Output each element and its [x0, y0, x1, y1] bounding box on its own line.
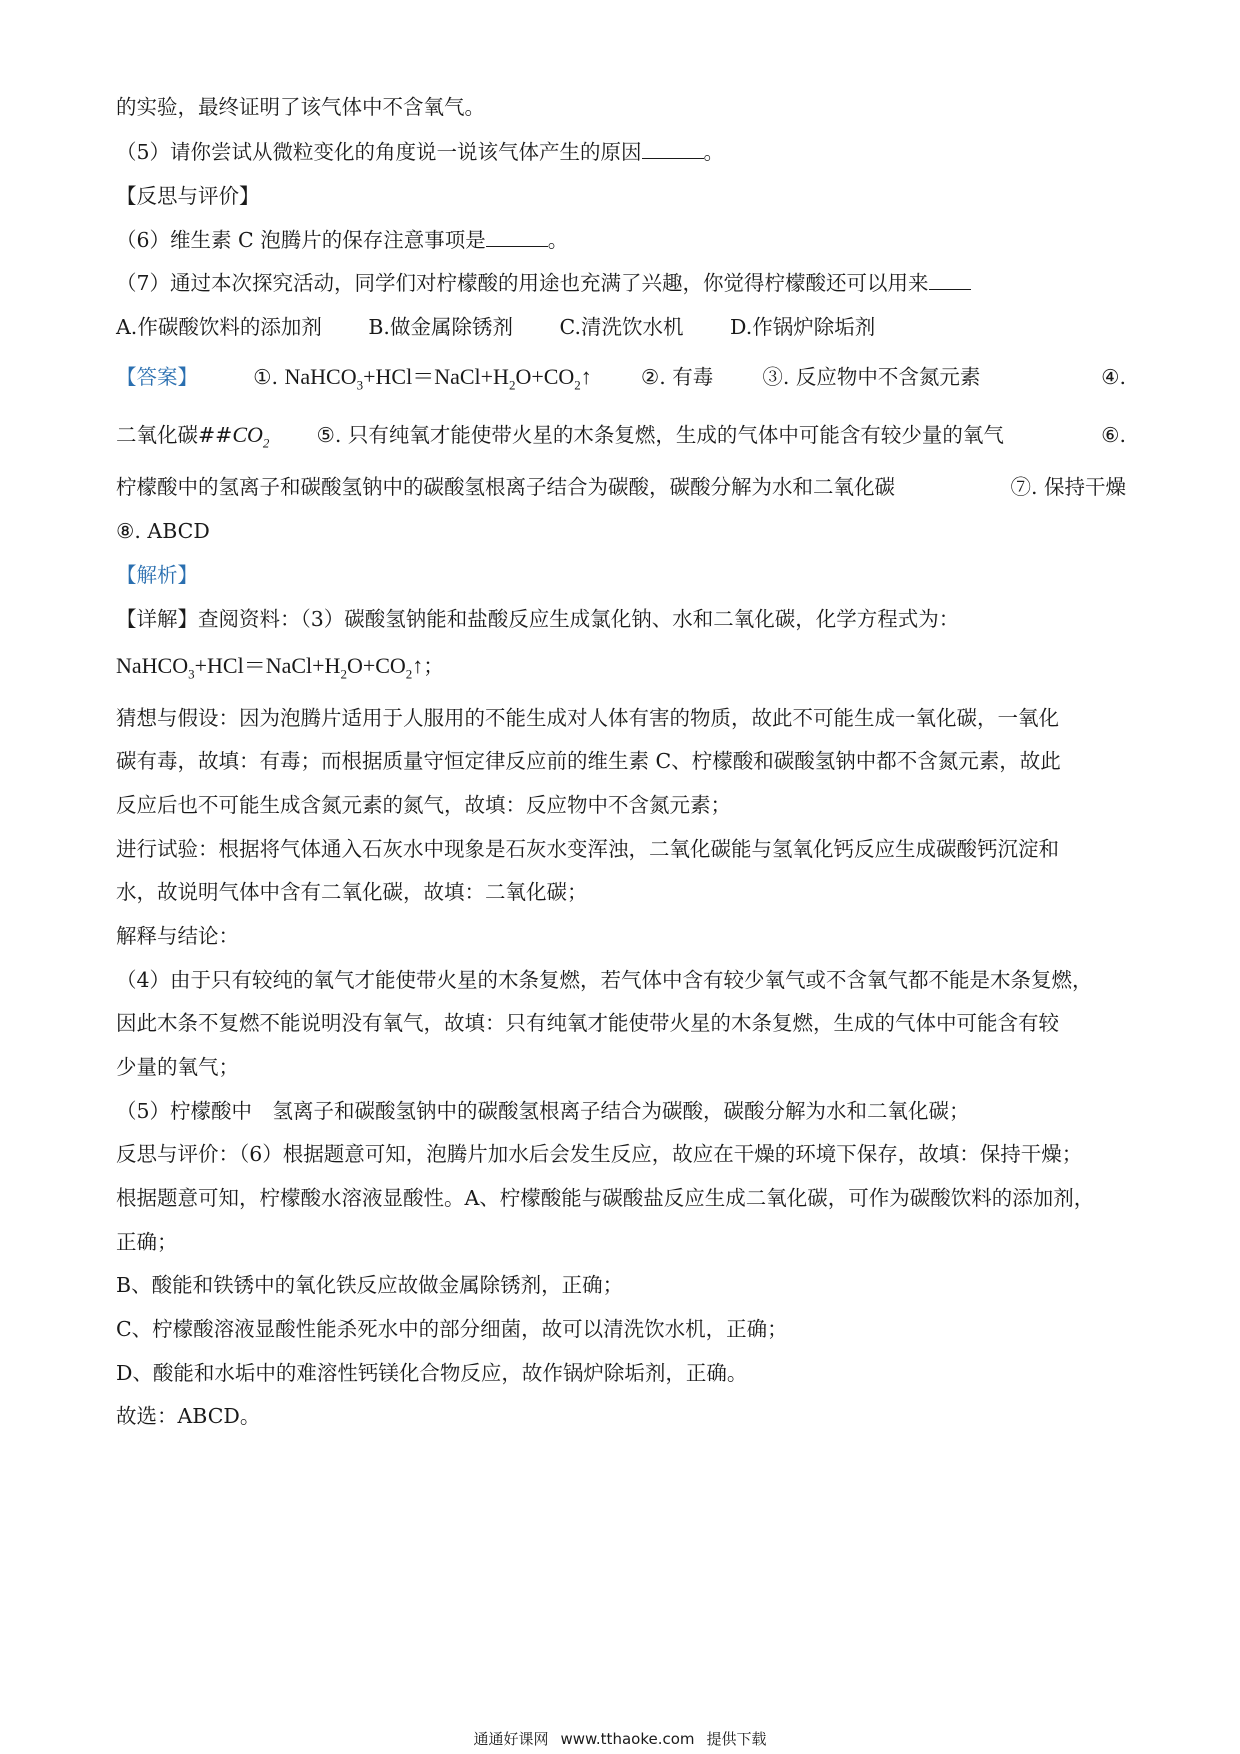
- detail-line: B、酸能和铁锈中的氧化铁反应故做金属除锈剂，正确；: [116, 1273, 624, 1297]
- detail-line: 进行试验：根据将气体通入石灰水中现象是石灰水变浑浊，二氧化碳能与氢氧化钙反应生成碳酸钙沉淀和: [116, 837, 1059, 861]
- answer-8: ⑧. ABCD: [116, 519, 210, 543]
- option-d: D.作锅炉除垢剂: [730, 315, 876, 339]
- detail-line: C、柠檬酸溶液显酸性能杀死水中的部分细菌，故可以清洗饮水机，正确；: [116, 1317, 788, 1341]
- footer-url[interactable]: www.tthaoke.com: [560, 1730, 695, 1748]
- answer-6-text: 柠檬酸中的氢离子和碳酸氢钠中的碳酸氢根离子结合为碳酸，碳酸分解为水和二氧化碳: [116, 475, 895, 499]
- answer-2: ②. 有毒: [640, 365, 714, 389]
- detail-line: （4）由于只有较纯的氧气才能使带火星的木条复燃，若气体中含有较少氧气或不含氧气都不能是木条复燃，: [116, 968, 1093, 992]
- answer-4-num: ④.: [1101, 365, 1126, 389]
- option-b: B.做金属除锈剂: [368, 315, 513, 339]
- answer-3: ③. 反应物中不含氮元素: [762, 365, 981, 389]
- section-heading-reflection: 【反思与评价】: [116, 184, 260, 208]
- option-c: C.清洗饮水机: [559, 315, 684, 339]
- question-5-end: 。: [703, 140, 725, 164]
- question-7-options: [116, 312, 915, 342]
- detail-line: 猜想与假设：因为泡腾片适用于人服用的不能生成对人体有害的物质，故此不可能生成一氧化碳，一氧化: [116, 706, 1059, 730]
- text-line: 的实验，最终证明了该气体中不含氧气。: [116, 95, 485, 119]
- footer-site-name: 通通好课网: [473, 1730, 549, 1748]
- page-footer: [0, 1728, 1240, 1749]
- question-6-end: 。: [547, 228, 569, 252]
- answer-7: ⑦. 保持干燥: [1010, 475, 1126, 499]
- answer-line-2: [116, 420, 1126, 458]
- answer-blank: [642, 140, 704, 159]
- question-5: [116, 137, 724, 167]
- detail-equation-line: $NaHCO_3+HCl=NaCl+H_2O+CO_2↑$；: [116, 653, 444, 682]
- analysis-label: 【解析】: [116, 563, 198, 587]
- answer-5: ⑤. 只有纯氧才能使带火星的木条复燃，生成的气体中可能含有较少量的氧气: [316, 423, 1004, 447]
- question-7: [116, 268, 971, 298]
- question-6-text: （6）维生素 C 泡腾片的保存注意事项是: [116, 228, 486, 252]
- detail-line: 正确；: [116, 1230, 178, 1254]
- chemical-equation: $NaHCO_3+HCl=NaCl+H_2O+CO_2↑$: [116, 653, 424, 682]
- answer-line-1: [116, 362, 1126, 400]
- detail-line: 少量的氧气；: [116, 1055, 239, 1079]
- answer-blank: [486, 228, 548, 247]
- answer-4-formula: $CO_2$: [232, 422, 270, 451]
- detail-line: D、酸能和水垢中的难溶性钙镁化合物反应，故作锅炉除垢剂，正确。: [116, 1361, 748, 1385]
- detail-line: 反应后也不可能生成含氮元素的氮气，故填：反应物中不含氮元素；: [116, 793, 731, 817]
- gas-arrow-icon: ↑: [412, 653, 424, 678]
- detail-line: 反思与评价：（6）根据题意可知，泡腾片加水后会发生反应，故应在干燥的环境下保存，故填：保持干燥；: [116, 1142, 1083, 1166]
- question-6: [116, 225, 568, 255]
- detail-line: 因此木条不复燃不能说明没有氧气，故填：只有纯氧才能使带火星的木条复燃，生成的气体中可能含有较: [116, 1011, 1059, 1035]
- answer-1-num: ①.: [253, 365, 278, 389]
- detail-line: 水，故说明气体中含有二氧化碳，故填：二氧化碳；: [116, 880, 588, 904]
- question-5-text: （5）请你尝试从微粒变化的角度说一说该气体产生的原因: [116, 140, 642, 164]
- question-7-text: （7）通过本次探究活动，同学们对柠檬酸的用途也充满了兴趣，你觉得柠檬酸还可以用来: [116, 271, 929, 295]
- answer-label: 【答案】: [116, 365, 198, 389]
- detail-line: 碳有毒，故填：有毒；而根据质量守恒定律反应前的维生素 C、柠檬酸和碳酸氢钠中都不含氮元素，故此: [116, 749, 1061, 773]
- detail-line: （5）柠檬酸中 氢离子和碳酸氢钠中的碳酸氢根离子结合为碳酸，碳酸分解为水和二氧化碳；: [116, 1099, 970, 1123]
- detail-line: 故选：ABCD。: [116, 1404, 261, 1428]
- option-a: A.作碳酸饮料的添加剂: [116, 315, 322, 339]
- answer-6-num: ⑥.: [1101, 423, 1126, 447]
- detail-line: 【详解】查阅资料：（3）碳酸氢钠能和盐酸反应生成氯化钠、水和二氧化碳，化学方程式为：: [116, 607, 960, 631]
- answer-blank: [929, 271, 971, 290]
- answer-4-text: 二氧化碳##: [116, 423, 233, 447]
- detail-line: 解释与结论：: [116, 924, 239, 948]
- footer-tail: 提供下载: [706, 1730, 767, 1748]
- gas-arrow-icon: ↑: [580, 364, 592, 389]
- detail-line: 根据题意可知，柠檬酸水溶液显酸性。A、柠檬酸能与碳酸盐反应生成二氧化碳，可作为碳酸饮料的添加剂，: [116, 1186, 1095, 1210]
- chemical-equation: $NaHCO_3+HCl=NaCl+H_2O+CO_2↑$: [284, 364, 592, 393]
- answer-line-3: [116, 472, 1126, 502]
